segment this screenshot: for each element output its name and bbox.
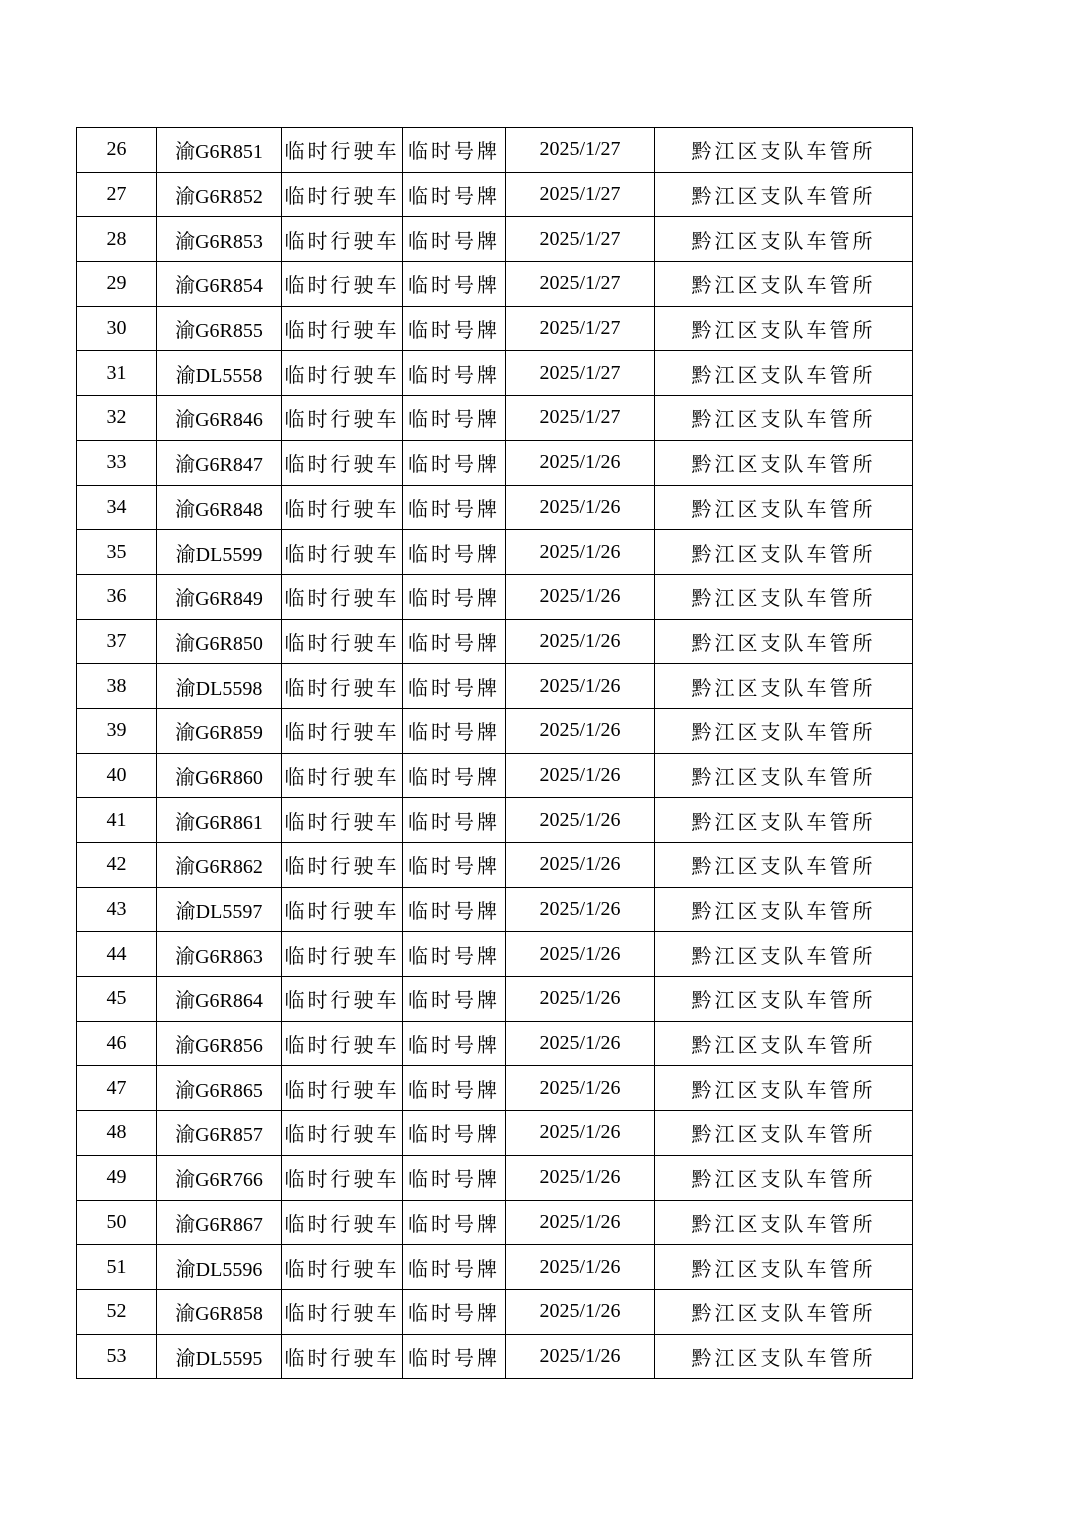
document-type-cell: 临时行驶车 <box>282 1066 403 1111</box>
table-row <box>77 708 913 753</box>
document-type-cell: 临时行驶车 <box>282 887 403 932</box>
plate-type-cell: 临时号牌 <box>403 262 506 307</box>
plate-type-cell: 临时号牌 <box>403 1245 506 1290</box>
plate-number-cell: 渝G6R849 <box>157 574 282 619</box>
document-type-cell: 临时行驶车 <box>282 664 403 709</box>
table-row <box>77 262 913 307</box>
issue-date-cell: 2025/1/26 <box>506 664 655 709</box>
document-type-cell: 临时行驶车 <box>282 485 403 530</box>
issue-date-cell: 2025/1/27 <box>506 172 655 217</box>
plate-number-cell: 渝G6R847 <box>157 440 282 485</box>
issue-date-cell: 2025/1/27 <box>506 262 655 307</box>
plate-number-cell: 渝DL5599 <box>157 530 282 575</box>
table-row <box>77 217 913 262</box>
plate-type-cell: 临时号牌 <box>403 1021 506 1066</box>
table-row <box>77 619 913 664</box>
issue-date-cell: 2025/1/26 <box>506 798 655 843</box>
table-row <box>77 396 913 441</box>
plate-number-cell: 渝DL5596 <box>157 1245 282 1290</box>
document-type-cell: 临时行驶车 <box>282 708 403 753</box>
table-row <box>77 887 913 932</box>
plate-number-cell: 渝G6R863 <box>157 932 282 977</box>
issuing-office-cell: 黔江区支队车管所 <box>655 977 913 1022</box>
issuing-office-cell: 黔江区支队车管所 <box>655 217 913 262</box>
row-number-cell: 26 <box>77 128 157 173</box>
plate-number-cell: 渝G6R766 <box>157 1155 282 1200</box>
document-type-cell: 临时行驶车 <box>282 619 403 664</box>
table-row <box>77 440 913 485</box>
plate-number-cell: 渝G6R858 <box>157 1289 282 1334</box>
issue-date-cell: 2025/1/26 <box>506 708 655 753</box>
plate-type-cell: 临时号牌 <box>403 798 506 843</box>
plate-type-cell: 临时号牌 <box>403 440 506 485</box>
row-number-cell: 39 <box>77 708 157 753</box>
document-type-cell: 临时行驶车 <box>282 396 403 441</box>
table-row <box>77 1200 913 1245</box>
plate-type-cell: 临时号牌 <box>403 664 506 709</box>
plate-number-cell: 渝G6R850 <box>157 619 282 664</box>
row-number-cell: 52 <box>77 1289 157 1334</box>
table-row <box>77 1155 913 1200</box>
plate-number-cell: 渝G6R854 <box>157 262 282 307</box>
issue-date-cell: 2025/1/27 <box>506 306 655 351</box>
issue-date-cell: 2025/1/26 <box>506 887 655 932</box>
plate-type-cell: 临时号牌 <box>403 396 506 441</box>
plate-number-cell: 渝DL5558 <box>157 351 282 396</box>
document-type-cell: 临时行驶车 <box>282 128 403 173</box>
plate-type-cell: 临时号牌 <box>403 708 506 753</box>
plate-type-cell: 临时号牌 <box>403 1066 506 1111</box>
table-row <box>77 753 913 798</box>
plate-number-cell: 渝DL5597 <box>157 887 282 932</box>
issuing-office-cell: 黔江区支队车管所 <box>655 932 913 977</box>
issue-date-cell: 2025/1/26 <box>506 440 655 485</box>
row-number-cell: 48 <box>77 1111 157 1156</box>
issue-date-cell: 2025/1/26 <box>506 1334 655 1379</box>
table-row <box>77 798 913 843</box>
table-body <box>77 128 913 1379</box>
issuing-office-cell: 黔江区支队车管所 <box>655 619 913 664</box>
plate-type-cell: 临时号牌 <box>403 753 506 798</box>
document-type-cell: 临时行驶车 <box>282 843 403 888</box>
issuing-office-cell: 黔江区支队车管所 <box>655 351 913 396</box>
issuing-office-cell: 黔江区支队车管所 <box>655 1021 913 1066</box>
issue-date-cell: 2025/1/26 <box>506 574 655 619</box>
document-type-cell: 临时行驶车 <box>282 1155 403 1200</box>
table-row <box>77 485 913 530</box>
row-number-cell: 33 <box>77 440 157 485</box>
issue-date-cell: 2025/1/26 <box>506 619 655 664</box>
issuing-office-cell: 黔江区支队车管所 <box>655 1200 913 1245</box>
row-number-cell: 43 <box>77 887 157 932</box>
plate-type-cell: 临时号牌 <box>403 1334 506 1379</box>
issuing-office-cell: 黔江区支队车管所 <box>655 1066 913 1111</box>
document-type-cell: 临时行驶车 <box>282 1111 403 1156</box>
issuing-office-cell: 黔江区支队车管所 <box>655 798 913 843</box>
row-number-cell: 34 <box>77 485 157 530</box>
issuing-office-cell: 黔江区支队车管所 <box>655 887 913 932</box>
document-type-cell: 临时行驶车 <box>282 798 403 843</box>
document-type-cell: 临时行驶车 <box>282 1289 403 1334</box>
issue-date-cell: 2025/1/27 <box>506 351 655 396</box>
plate-type-cell: 临时号牌 <box>403 932 506 977</box>
plate-number-cell: 渝G6R861 <box>157 798 282 843</box>
row-number-cell: 47 <box>77 1066 157 1111</box>
plate-type-cell: 临时号牌 <box>403 1200 506 1245</box>
plate-type-cell: 临时号牌 <box>403 485 506 530</box>
issuing-office-cell: 黔江区支队车管所 <box>655 1289 913 1334</box>
row-number-cell: 29 <box>77 262 157 307</box>
plate-number-cell: 渝G6R855 <box>157 306 282 351</box>
issuing-office-cell: 黔江区支队车管所 <box>655 172 913 217</box>
row-number-cell: 28 <box>77 217 157 262</box>
plate-number-cell: 渝G6R859 <box>157 708 282 753</box>
table-row <box>77 530 913 575</box>
issuing-office-cell: 黔江区支队车管所 <box>655 396 913 441</box>
plate-type-cell: 临时号牌 <box>403 619 506 664</box>
issue-date-cell: 2025/1/26 <box>506 1200 655 1245</box>
issuing-office-cell: 黔江区支队车管所 <box>655 664 913 709</box>
plate-number-cell: 渝G6R848 <box>157 485 282 530</box>
row-number-cell: 53 <box>77 1334 157 1379</box>
table-row <box>77 351 913 396</box>
document-type-cell: 临时行驶车 <box>282 306 403 351</box>
table-row <box>77 172 913 217</box>
plate-type-cell: 临时号牌 <box>403 574 506 619</box>
plate-type-cell: 临时号牌 <box>403 306 506 351</box>
table-row <box>77 664 913 709</box>
issuing-office-cell: 黔江区支队车管所 <box>655 753 913 798</box>
table-row <box>77 1245 913 1290</box>
plate-number-cell: 渝G6R856 <box>157 1021 282 1066</box>
issuing-office-cell: 黔江区支队车管所 <box>655 1334 913 1379</box>
row-number-cell: 40 <box>77 753 157 798</box>
issuing-office-cell: 黔江区支队车管所 <box>655 485 913 530</box>
plate-type-cell: 临时号牌 <box>403 172 506 217</box>
row-number-cell: 50 <box>77 1200 157 1245</box>
plate-number-cell: 渝G6R852 <box>157 172 282 217</box>
document-type-cell: 临时行驶车 <box>282 1021 403 1066</box>
issue-date-cell: 2025/1/26 <box>506 1066 655 1111</box>
plate-number-cell: 渝G6R853 <box>157 217 282 262</box>
issuing-office-cell: 黔江区支队车管所 <box>655 128 913 173</box>
issuing-office-cell: 黔江区支队车管所 <box>655 306 913 351</box>
table-row <box>77 1021 913 1066</box>
row-number-cell: 30 <box>77 306 157 351</box>
plate-type-cell: 临时号牌 <box>403 1155 506 1200</box>
issue-date-cell: 2025/1/26 <box>506 1111 655 1156</box>
plate-number-cell: 渝G6R851 <box>157 128 282 173</box>
table-row <box>77 843 913 888</box>
table-row <box>77 574 913 619</box>
plate-type-cell: 临时号牌 <box>403 530 506 575</box>
plate-number-cell: 渝DL5595 <box>157 1334 282 1379</box>
plate-number-cell: 渝G6R864 <box>157 977 282 1022</box>
document-type-cell: 临时行驶车 <box>282 1334 403 1379</box>
row-number-cell: 41 <box>77 798 157 843</box>
table-row <box>77 1289 913 1334</box>
document-type-cell: 临时行驶车 <box>282 262 403 307</box>
row-number-cell: 51 <box>77 1245 157 1290</box>
document-type-cell: 临时行驶车 <box>282 172 403 217</box>
plate-type-cell: 临时号牌 <box>403 843 506 888</box>
issue-date-cell: 2025/1/27 <box>506 217 655 262</box>
plate-number-cell: 渝G6R846 <box>157 396 282 441</box>
issuing-office-cell: 黔江区支队车管所 <box>655 1111 913 1156</box>
table-row <box>77 977 913 1022</box>
issuing-office-cell: 黔江区支队车管所 <box>655 708 913 753</box>
issue-date-cell: 2025/1/26 <box>506 843 655 888</box>
document-type-cell: 临时行驶车 <box>282 440 403 485</box>
document-type-cell: 临时行驶车 <box>282 977 403 1022</box>
issuing-office-cell: 黔江区支队车管所 <box>655 574 913 619</box>
issue-date-cell: 2025/1/26 <box>506 1155 655 1200</box>
plate-number-cell: 渝DL5598 <box>157 664 282 709</box>
plate-number-cell: 渝G6R862 <box>157 843 282 888</box>
issuing-office-cell: 黔江区支队车管所 <box>655 1245 913 1290</box>
issuing-office-cell: 黔江区支队车管所 <box>655 440 913 485</box>
document-type-cell: 临时行驶车 <box>282 753 403 798</box>
plate-type-cell: 临时号牌 <box>403 977 506 1022</box>
issuing-office-cell: 黔江区支队车管所 <box>655 1155 913 1200</box>
plate-type-cell: 临时号牌 <box>403 128 506 173</box>
document-type-cell: 临时行驶车 <box>282 1200 403 1245</box>
issuing-office-cell: 黔江区支队车管所 <box>655 843 913 888</box>
document-type-cell: 临时行驶车 <box>282 530 403 575</box>
plate-number-cell: 渝G6R857 <box>157 1111 282 1156</box>
issue-date-cell: 2025/1/26 <box>506 485 655 530</box>
document-type-cell: 临时行驶车 <box>282 574 403 619</box>
row-number-cell: 46 <box>77 1021 157 1066</box>
document-type-cell: 临时行驶车 <box>282 1245 403 1290</box>
plate-number-cell: 渝G6R867 <box>157 1200 282 1245</box>
table-row <box>77 1334 913 1379</box>
issue-date-cell: 2025/1/27 <box>506 396 655 441</box>
table-row <box>77 932 913 977</box>
document-type-cell: 临时行驶车 <box>282 351 403 396</box>
plate-number-cell: 渝G6R860 <box>157 753 282 798</box>
document-type-cell: 临时行驶车 <box>282 932 403 977</box>
row-number-cell: 32 <box>77 396 157 441</box>
row-number-cell: 27 <box>77 172 157 217</box>
row-number-cell: 36 <box>77 574 157 619</box>
plate-type-cell: 临时号牌 <box>403 351 506 396</box>
issue-date-cell: 2025/1/26 <box>506 1289 655 1334</box>
plate-type-cell: 临时号牌 <box>403 1289 506 1334</box>
row-number-cell: 45 <box>77 977 157 1022</box>
table-row <box>77 306 913 351</box>
issuing-office-cell: 黔江区支队车管所 <box>655 530 913 575</box>
plate-record-table <box>76 127 913 1379</box>
row-number-cell: 49 <box>77 1155 157 1200</box>
issuing-office-cell: 黔江区支队车管所 <box>655 262 913 307</box>
issue-date-cell: 2025/1/26 <box>506 530 655 575</box>
issue-date-cell: 2025/1/27 <box>506 128 655 173</box>
row-number-cell: 31 <box>77 351 157 396</box>
table-row <box>77 128 913 173</box>
row-number-cell: 44 <box>77 932 157 977</box>
plate-type-cell: 临时号牌 <box>403 1111 506 1156</box>
issue-date-cell: 2025/1/26 <box>506 1245 655 1290</box>
plate-type-cell: 临时号牌 <box>403 887 506 932</box>
issue-date-cell: 2025/1/26 <box>506 1021 655 1066</box>
table-row <box>77 1111 913 1156</box>
table-row <box>77 1066 913 1111</box>
row-number-cell: 37 <box>77 619 157 664</box>
row-number-cell: 38 <box>77 664 157 709</box>
issue-date-cell: 2025/1/26 <box>506 753 655 798</box>
row-number-cell: 35 <box>77 530 157 575</box>
plate-number-cell: 渝G6R865 <box>157 1066 282 1111</box>
issue-date-cell: 2025/1/26 <box>506 932 655 977</box>
document-type-cell: 临时行驶车 <box>282 217 403 262</box>
plate-type-cell: 临时号牌 <box>403 217 506 262</box>
row-number-cell: 42 <box>77 843 157 888</box>
issue-date-cell: 2025/1/26 <box>506 977 655 1022</box>
